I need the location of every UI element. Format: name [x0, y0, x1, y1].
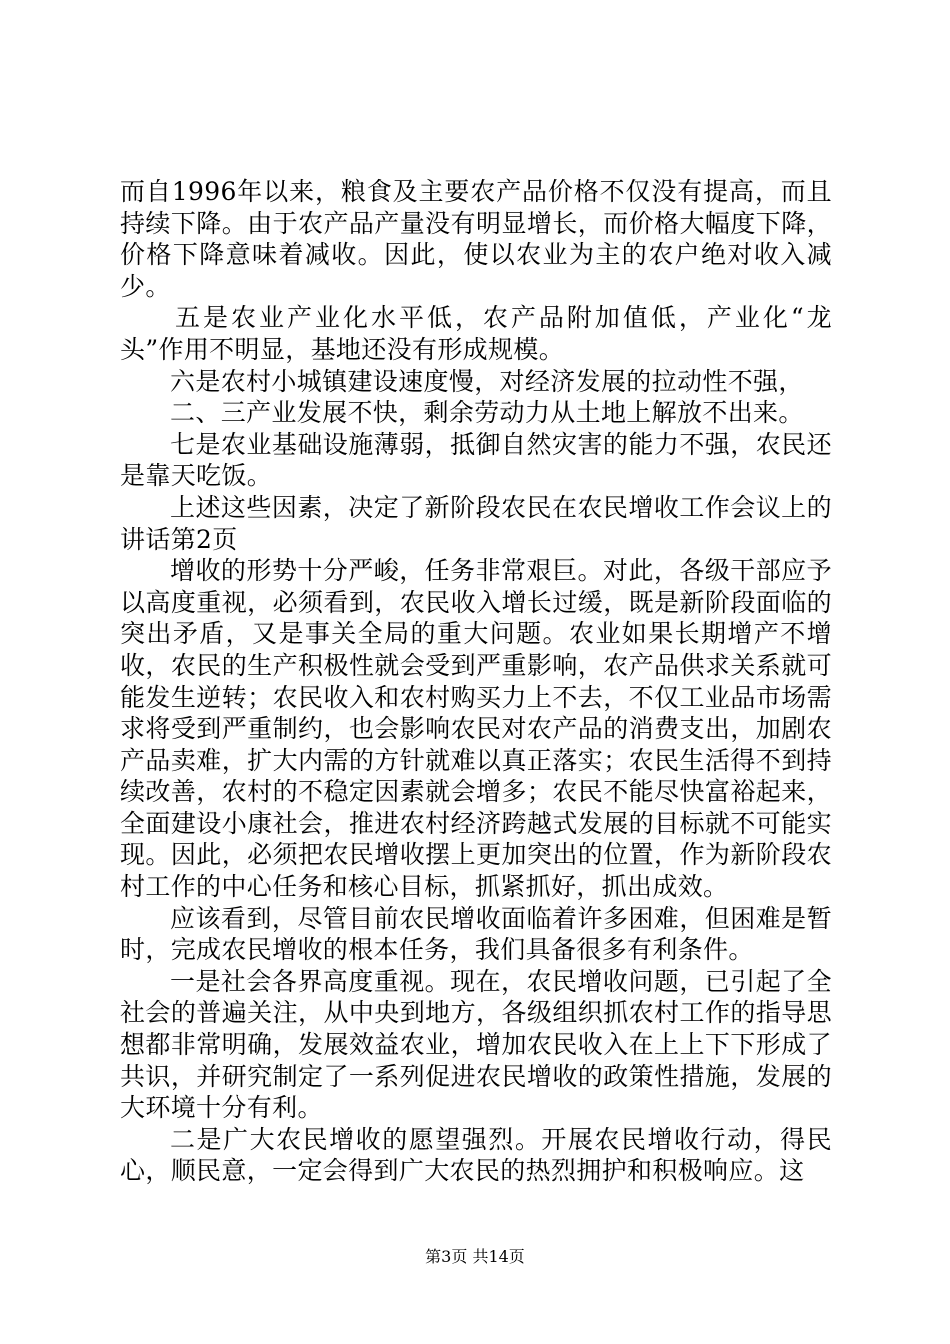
- paragraph-secondary-tertiary: 二、三产业发展不快，剩余劳动力从土地上解放不出来。: [170, 398, 804, 428]
- paragraph-factors: 上述这些因素，决定了新阶段农民在农民增收工作会议上的讲话第2页: [120, 492, 832, 554]
- paragraph-point-six: 六是农村小城镇建设速度慢，对经济发展的拉动性不强，: [170, 366, 804, 396]
- paragraph-point-two: 二是广大农民增收的愿望强烈。开展农民增收行动，得民心，顺民意，一定会得到广大农民的热烈拥护和积极响应。这: [120, 1124, 832, 1186]
- paragraph-point-seven: 七是农业基础设施薄弱，抵御自然灾害的能力不强，农民还是靠天吃饭。: [120, 429, 832, 491]
- page-number-footer: 第3页 共14页: [425, 1247, 525, 1266]
- document-body: [120, 176, 832, 1187]
- paragraph-favorable-conditions: 应该看到，尽管目前农民增收面临着许多困难，但困难是暂时，完成农民增收的根本任务，我们具备很多有利条件。: [120, 903, 832, 965]
- paragraph-point-five: 五是农业产业化水平低，农产品附加值低，产业化“龙头”作用不明显，基地还没有形成规模。: [120, 303, 832, 364]
- paragraph-continuation: 而自1996年以来，粮食及主要农产品价格不仅没有提高，而且持续下降。由于农产品产量没有明显增长，而价格大幅度下降，价格下降意味着减收。因此，使以农业为主的农户绝对收入减少。: [120, 177, 832, 301]
- paragraph-situation: 增收的形势十分严峻，任务非常艰巨。对此，各级干部应予以高度重视，必须看到，农民收入增长过缓，既是新阶段面临的突出矛盾，又是事关全局的重大问题。农业如果长期增产不增收，农民的生产积极性就会受到严重影响，农产品供求关系就可能发生逆转；农民收入和农村购买力上不去，不仅工业品市场需求将受到严重制约，也会影响农民对农产品的消费支出，加剧农产品卖难，扩大内需的方针就难以真正落实；农民生活得不到持续改善，农村的不稳定因素就会增多；农民不能尽快富裕起来，全面建设小康社会，推进农村经济跨越式发展的目标就不可能实现。因此，必须把农民增收摆上更加突出的位置，作为新阶段农村工作的中心任务和核心目标，抓紧抓好，抓出成效。: [120, 556, 832, 902]
- paragraph-point-one: 一是社会各界高度重视。现在，农民增收问题，已引起了全社会的普遍关注，从中央到地方，各级组织抓农村工作的指导思想都非常明确，发展效益农业，增加农民收入在上上下下形成了共识，并研究制定了一系列促进农民增收的政策性措施，发展的大环境十分有利。: [120, 966, 832, 1123]
